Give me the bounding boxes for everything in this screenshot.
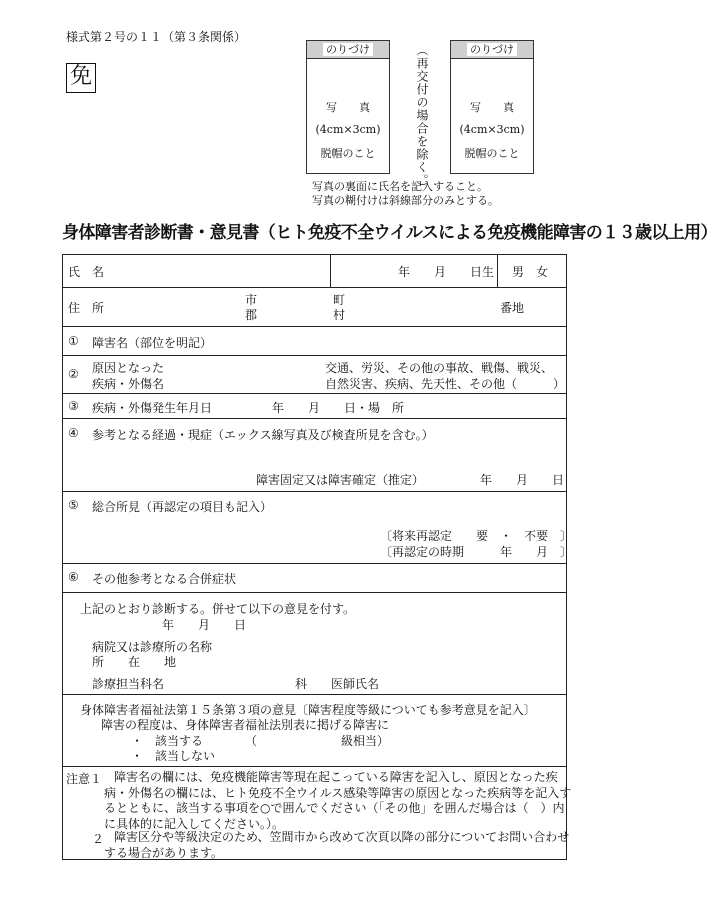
row-6-label: その他参考となる合併症状 (92, 572, 237, 586)
town-label: 町 (333, 293, 346, 307)
photo-box-2-label: 写 真 (470, 101, 514, 114)
name-label: 氏 名 (68, 265, 105, 279)
gun-label: 郡 (245, 308, 258, 322)
diagnosis-statement: 上記のとおり診断する。併せて以下の意見を付す。 (80, 602, 356, 616)
diagnosis-date: 年 月 日 (162, 618, 247, 632)
row-4-number: ④ (68, 426, 79, 440)
photo-box-2 (450, 40, 534, 174)
row-divider (62, 766, 567, 767)
photo-box-1-header: のりづけ (307, 41, 389, 59)
row-2-number: ② (68, 367, 79, 381)
column-divider (497, 254, 498, 287)
row-3-label: 疾病・外傷発生年月日 年 月 日・場 所 (92, 401, 405, 415)
row-3-number: ③ (68, 399, 79, 413)
column-divider (330, 254, 331, 287)
note-1-label: 注意１ (66, 772, 103, 786)
doctor-name-label: 科 医師氏名 (295, 677, 380, 691)
hospital-location-label: 所 在 地 (92, 655, 177, 669)
row-1-label: 障害名（部位を明記） (92, 336, 213, 350)
banchi-label: 番地 (500, 301, 525, 315)
row-5-reassess-time: 〔再認定の時期 年 月 〕 (380, 545, 573, 559)
photo-box-1-label: 写 真 (326, 101, 370, 114)
photo-vertical-note: （再交付の場合を除く。） (415, 44, 429, 194)
row-divider (62, 326, 567, 327)
note-1-text: 障害名の欄には、免疫機能障害等現在起こっている障害を記入し、原因となった疾 病・外傷名の欄には、ヒト免疫不全ウイルス感染等障害の原因となった疾病等を記入す るとともに、該当する事項を○で囲んでください（「その他」を囲んだ場合は（ ）内 に具体的に記入してください。）。 (104, 770, 572, 831)
row-5-reassess-need: 〔将来再認定 要 ・ 不要 〕 (380, 529, 573, 543)
address-label: 住 所 (68, 301, 105, 315)
row-4-label: 参考となる経過・現症（エックス線写真及び検査所見を含む。） (92, 428, 434, 442)
row-divider (62, 393, 567, 394)
note-2-text: 障害区分や等級決定のため、笠間市から改めて次頁以降の部分についてお問い合わせ する場合があります。 (104, 830, 570, 860)
village-label: 村 (333, 308, 346, 322)
row-5-number: ⑤ (68, 498, 79, 512)
note-2-label: ２ (92, 832, 105, 846)
opinion-heading: 身体障害者福祉法第１５条第３項の意見〔障害程度等級についても参考意見を記入〕 (80, 703, 536, 717)
row-divider (62, 418, 567, 419)
row-divider (62, 355, 567, 356)
opinion-not-applicable: ・ 該当しない (131, 749, 216, 763)
row-2-options-2: 自然災害、疾病、先天性、その他（ ） (325, 377, 566, 391)
photo-box-2-note: 脱帽のこと (464, 147, 520, 160)
row-6-number: ⑥ (68, 570, 79, 584)
row-divider (62, 491, 567, 492)
photo-box-2-size: (4cm×3cm) (459, 123, 525, 136)
row-5-label: 総合所見（再認定の項目も記入） (92, 500, 273, 514)
photo-box-2-header: のりづけ (451, 41, 533, 59)
row-divider (62, 694, 567, 695)
row-divider (62, 563, 567, 564)
photo-box-1 (306, 40, 390, 174)
row-divider (62, 287, 567, 288)
birth-date-label: 年 月 日生 (398, 265, 495, 279)
row-divider (62, 592, 567, 593)
row-2-label-1: 原因となった (92, 361, 165, 375)
opinion-applicable: ・ 該当する （ 級相当） (131, 734, 390, 748)
city-label: 市 (245, 293, 258, 307)
hospital-name-label: 病院又は診療所の名称 (92, 640, 213, 654)
department-label: 診療担当科名 (92, 677, 165, 691)
opinion-degree: 障害の程度は、身体障害者福祉法別表に掲げる障害に (101, 718, 390, 732)
photo-box-1-note: 脱帽のこと (320, 147, 376, 160)
photo-box-1-size: (4cm×3cm) (315, 123, 381, 136)
men-box: 免 (66, 63, 96, 93)
row-1-number: ① (68, 334, 79, 348)
photo-note-1: 写真の裏面に氏名を記入すること。 (312, 180, 488, 193)
row-4-fixed-label: 障害固定又は障害確定（推定） (256, 473, 425, 487)
row-2-label-2: 疾病・外傷名 (92, 377, 165, 391)
form-number: 様式第２号の１１（第３条関係） (66, 30, 247, 44)
page-title: 身体障害者診断書・意見書（ヒト免疫不全ウイルスによる免疫機能障害の１３歳以上用） (62, 223, 717, 243)
photo-note-2: 写真の糊付けは斜線部分のみとする。 (312, 194, 499, 207)
sex-label: 男 女 (512, 265, 549, 279)
row-2-options-1: 交通、労災、その他の事故、戦傷、戦災、 (325, 361, 554, 375)
row-4-date: 年 月 日 (480, 473, 565, 487)
